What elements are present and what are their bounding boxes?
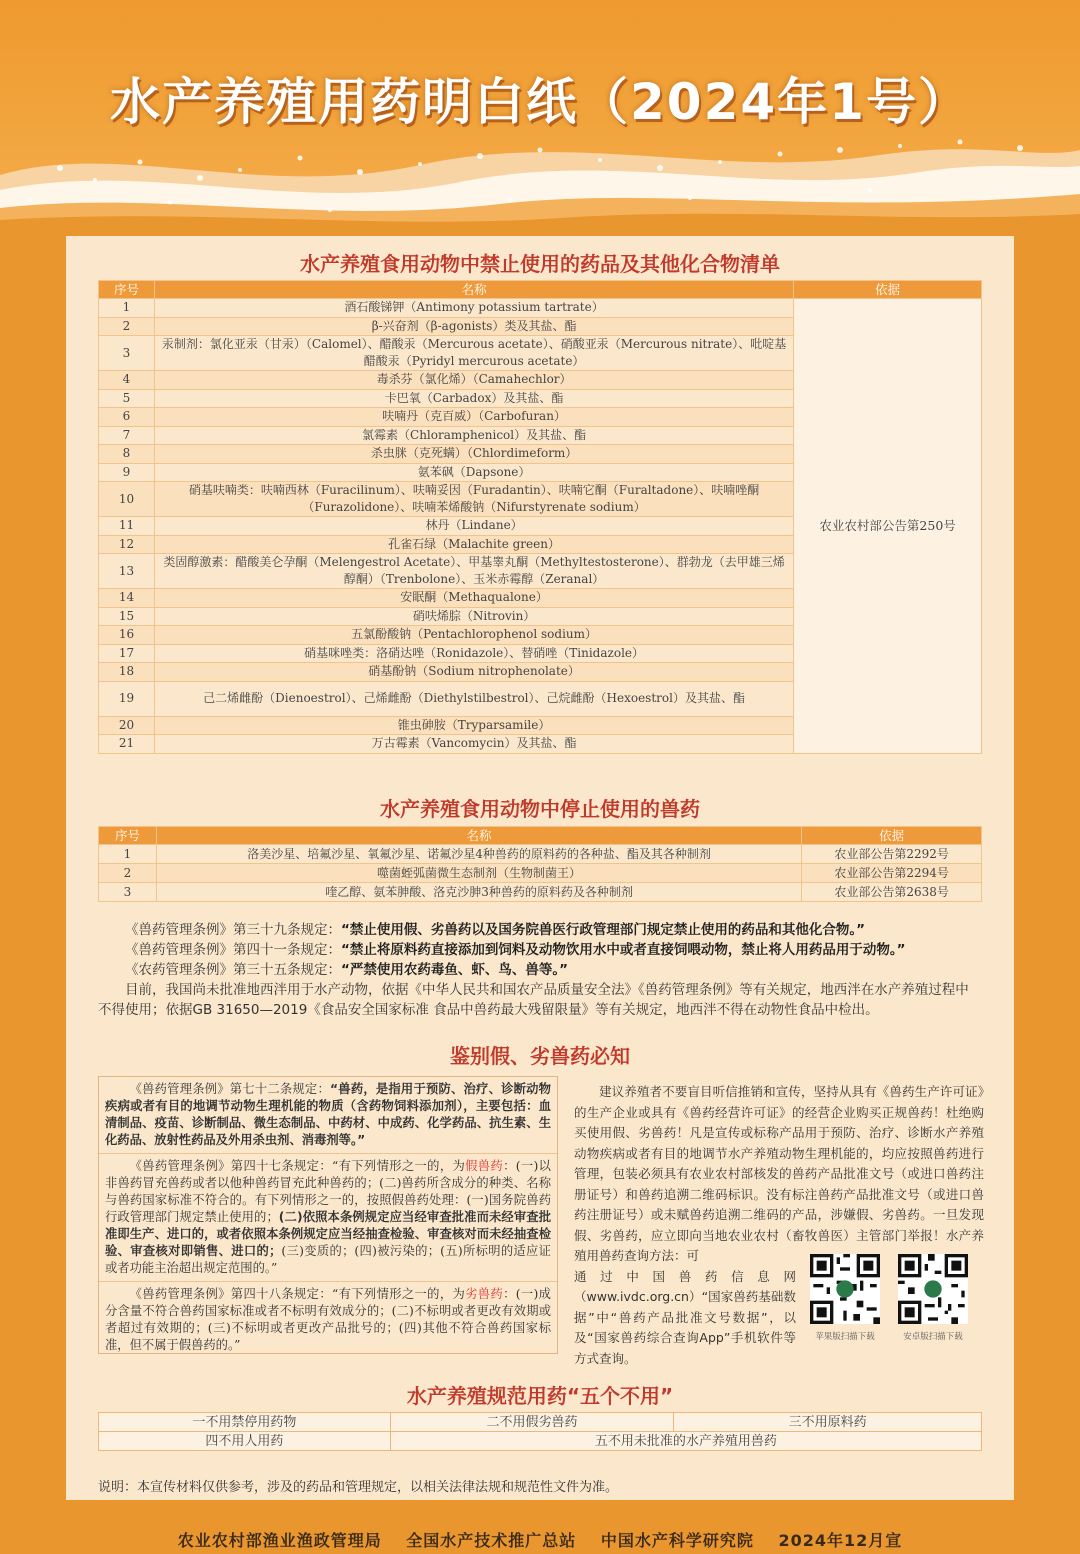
article-72-block bbox=[99, 1077, 557, 1154]
row-number: 7 bbox=[99, 426, 155, 445]
table-row bbox=[99, 299, 982, 318]
row-number: 19 bbox=[99, 681, 155, 716]
article-47-intro: 《兽药管理条例》第四十七条规定：“有下列情形之一的，为 bbox=[129, 1159, 466, 1173]
drug-name: 呋喃丹（克百威）（Carbofuran） bbox=[154, 408, 793, 427]
drug-name: 氨苯砜（Dapsone） bbox=[154, 463, 793, 482]
article-47-text-b: (三)变质的；(四)被污染的；(五)所标明的适应证或者功能主治超出规定范围的。” bbox=[105, 1244, 551, 1275]
query-method-paragraph: 通过中国兽药信息网（www.ivdc.org.cn）“国家兽药基础数据”中“兽药产品批准文号数据”，以及“国家兽药综合查询App”手机软件等方式查询。 bbox=[574, 1268, 796, 1366]
drug-name: 毒杀芬（氯化烯）（Camahechlor） bbox=[154, 371, 793, 390]
issuer-1: 农业农村部渔业渔政管理局 bbox=[177, 1531, 382, 1550]
section4-title: 水产养殖规范用药“五个不用” bbox=[406, 1384, 674, 1408]
issuer-3: 中国水产科学研究院 bbox=[600, 1531, 754, 1550]
col-header-no: 序号 bbox=[99, 827, 157, 845]
rule-1-lead: 一不用 bbox=[192, 1414, 232, 1430]
drug-name: 硝基咪唑类：洛硝达唑（Ronidazole）、替硝唑（Tinidazole） bbox=[154, 644, 793, 663]
row-number: 6 bbox=[99, 408, 155, 427]
qr-ios-caption: 苹果版扫描下载 bbox=[815, 1332, 875, 1342]
article-47-block bbox=[99, 1154, 557, 1282]
page-title: 水产养殖用药明白纸（2024年1号） bbox=[110, 73, 970, 131]
discontinued-drugs-table bbox=[98, 826, 982, 902]
drug-name: 林丹（Lindane） bbox=[154, 517, 793, 536]
drug-name: 万古霉素（Vancomycin）及其盐、酯 bbox=[154, 735, 793, 754]
section2-title: 水产养殖食用动物中停止使用的兽药 bbox=[380, 797, 700, 821]
article-47-text-a: ：(一)以非兽药冒充兽药或者以他种兽药冒充此种兽药的；(二)兽药所含成分的种类、名称与兽药国家标准不符合的。有下列情形之一的，按照假兽药处理：(一)国务院兽药行政管理部门规定禁止使用的； bbox=[105, 1159, 551, 1224]
quote-2 bbox=[98, 940, 982, 960]
col-header-name: 名称 bbox=[156, 827, 801, 845]
rule-3-lead: 三不用 bbox=[788, 1414, 828, 1430]
rule-5-lead: 五不用 bbox=[594, 1433, 634, 1449]
advice-text bbox=[574, 1082, 984, 1369]
row-number: 13 bbox=[99, 554, 155, 589]
regulation-box bbox=[98, 1076, 558, 1354]
row-number: 5 bbox=[99, 389, 155, 408]
quote-3-text: “严禁使用农药毒鱼、虾、鸟、兽等。” bbox=[341, 962, 568, 978]
rule-1 bbox=[99, 1413, 391, 1432]
qr-code-android-icon[interactable] bbox=[898, 1254, 968, 1324]
banned-drugs-table bbox=[98, 280, 982, 754]
row-number: 3 bbox=[99, 883, 157, 902]
row-number: 16 bbox=[99, 626, 155, 645]
diazepam-paragraph: 目前，我国尚未批准地西泮用于水产动物，依据《中华人民共和国农产品质量安全法》《兽药管理条例》等有关规定，地西泮在水产养殖过程中不得使用；依据GB 31650—2019《食品安全国家标准 食品中兽药最大残留限量》等有关规定，地西泮不得在动物性食品中检出。 bbox=[98, 982, 969, 1018]
article-48-text: ：(一)成分含量不符合兽药国家标准或者不标明有效成分的；(二)不标明或者更改有效期或者超过有效期的；(三)不标明或者更改产品批号的；(四)其他不符合兽药国家标准，但不属于假兽药的。” bbox=[105, 1287, 551, 1352]
row-number: 4 bbox=[99, 371, 155, 390]
rule-1-text: 禁停用药物 bbox=[231, 1414, 297, 1430]
issue-date: 2024年12月宣 bbox=[778, 1531, 903, 1550]
drug-name: 喹乙醇、氨苯胂酸、洛克沙胂3种兽药的原料药及各种制剂 bbox=[156, 883, 801, 902]
drug-name: β-兴奋剂（β-agonists）类及其盐、酯 bbox=[154, 317, 793, 336]
basis-cell: 农业部公告第2294号 bbox=[802, 864, 982, 883]
footer-issuers bbox=[0, 1528, 1080, 1551]
table-row bbox=[99, 845, 982, 864]
inferior-drug-term: 劣兽药 bbox=[465, 1287, 504, 1301]
qr-code-ios-icon[interactable] bbox=[810, 1254, 880, 1324]
row-number: 9 bbox=[99, 463, 155, 482]
quote-1-text: “禁止使用假、劣兽药以及国务院兽医行政管理部门规定禁止使用的药品和其他化合物。” bbox=[341, 922, 865, 938]
article-72-text: “兽药，是指用于预防、治疗、诊断动物疾病或者有目的地调节动物生理机能的物质（含药物饲料添加剂），主要包括：血清制品、疫苗、诊断制品、微生态制品、中药材、中成药、化学药品、抗生素、生化药品、放射性药品及外用杀虫剂、消毒剂等。” bbox=[105, 1082, 551, 1147]
rule-2-text: 假劣兽药 bbox=[525, 1414, 578, 1430]
disclaimer-note: 说明：本宣传材料仅供参考，涉及的药品和管理规定，以相关法律法规和规范性文件为准。 bbox=[98, 1480, 619, 1495]
col-header-basis: 依据 bbox=[802, 827, 982, 845]
drug-name: 洛美沙星、培氟沙星、氧氟沙星、诺氟沙星4种兽药的原料药的各种盐、酯及其各种制剂 bbox=[156, 845, 801, 864]
drug-name: 己二烯雌酚（Dienoestrol）、己烯雌酚（Diethylstilbestrol）、己烷雌酚（Hexoestrol）及其盐、酯 bbox=[154, 681, 793, 716]
drug-name: 酒石酸锑钾（Antimony potassium tartrate） bbox=[154, 299, 793, 318]
issuer-2: 全国水产技术推广总站 bbox=[406, 1531, 577, 1550]
advice-paragraph: 建议养殖者不要盲目听信推销和宣传，坚持从具有《兽药生产许可证》的生产企业或具有《兽药经营许可证》的经营企业购买正规兽药！杜绝购买使用假、劣兽药！凡是宣传或标称产品用于预防、治疗、诊断水产养殖动物疾病或者有目的地调节水产养殖动物生理机能的，均应按照兽药进行管理，包装必须具有农业农村部核发的兽药产品批准文号（或进口兽药注册证号）和兽药追溯二维码标识。没有标注兽药产品批准文号（或进口兽药注册证号）或未赋兽药追溯二维码的产品，涉嫌假、劣兽药。一旦发现假、劣兽药，应立即向当地农业农村（畜牧兽医）主管部门举报！水产养殖用兽药查询方法：可 bbox=[574, 1084, 984, 1263]
section1-title: 水产养殖食用动物中禁止使用的药品及其他化合物清单 bbox=[300, 252, 780, 276]
row-number: 21 bbox=[99, 735, 155, 754]
row-number: 1 bbox=[99, 299, 155, 318]
rule-2-lead: 二不用 bbox=[486, 1414, 526, 1430]
row-number: 8 bbox=[99, 445, 155, 464]
drug-name: 汞制剂：氯化亚汞（甘汞）（Calomel）、醋酸汞（Mercurous acetate）、硝酸亚汞（Mercurous nitrate）、吡啶基醋酸汞（Pyridyl mercurous acetate） bbox=[154, 336, 793, 371]
drug-name: 杀虫脒（克死螨）（Chlordimeform） bbox=[154, 445, 793, 464]
drug-name: 硝呋烯腙（Nitrovin） bbox=[154, 607, 793, 626]
drug-name: 氯霉素（Chloramphenicol）及其盐、酯 bbox=[154, 426, 793, 445]
col-header-no: 序号 bbox=[99, 281, 155, 299]
article-48-intro: 《兽药管理条例》第四十八条规定：“有下列情形之一的，为 bbox=[129, 1287, 466, 1301]
rule-4-text: 人用药 bbox=[244, 1433, 284, 1449]
rule-5-text: 未批准的水产养殖用兽药 bbox=[633, 1433, 777, 1449]
row-number: 17 bbox=[99, 644, 155, 663]
five-dont-table bbox=[98, 1412, 982, 1451]
basis-cell: 农业农村部公告第250号 bbox=[794, 299, 982, 754]
quote-1-source: 《兽药管理条例》第三十九条规定： bbox=[125, 922, 341, 938]
row-number: 15 bbox=[99, 607, 155, 626]
drug-name: 五氯酚酸钠（Pentachlorophenol sodium） bbox=[154, 626, 793, 645]
header-wave bbox=[0, 120, 1080, 230]
row-number: 14 bbox=[99, 589, 155, 608]
section3-title: 鉴别假、劣兽药必知 bbox=[450, 1044, 630, 1068]
col-header-name: 名称 bbox=[154, 281, 793, 299]
rule-2 bbox=[390, 1413, 674, 1432]
table-row bbox=[99, 1432, 982, 1451]
quote-1 bbox=[98, 920, 982, 940]
rule-3 bbox=[674, 1413, 982, 1432]
qr-android-caption: 安卓版扫描下载 bbox=[903, 1332, 963, 1342]
row-number: 20 bbox=[99, 716, 155, 735]
article-47-bold: (二)依照本条例规定应当经审查批准而未经审查批准即生产、进口的，或者依照本条例规定应当经抽查检验、审查核对而未经抽查检验、审查核对即销售、进口的； bbox=[105, 1210, 551, 1258]
table-row bbox=[99, 864, 982, 883]
drug-name: 卡巴氧（Carbadox）及其盐、酯 bbox=[154, 389, 793, 408]
drug-name: 噬菌蛭弧菌微生态制剂（生物制菌王） bbox=[156, 864, 801, 883]
table-row bbox=[99, 1413, 982, 1432]
row-number: 2 bbox=[99, 317, 155, 336]
drug-name: 安眠酮（Methaqualone） bbox=[154, 589, 793, 608]
article-72-source: 《兽药管理条例》第七十二条规定： bbox=[129, 1082, 330, 1096]
table-header-row bbox=[99, 827, 982, 845]
row-number: 1 bbox=[99, 845, 157, 864]
col-header-basis: 依据 bbox=[794, 281, 982, 299]
row-number: 3 bbox=[99, 336, 155, 371]
quote-2-source: 《兽药管理条例》第四十一条规定： bbox=[125, 942, 341, 958]
rule-4 bbox=[99, 1432, 391, 1451]
article-48-block bbox=[99, 1282, 557, 1358]
drug-name: 硝基酚钠（Sodium nitrophenolate） bbox=[154, 663, 793, 682]
row-number: 11 bbox=[99, 517, 155, 536]
drug-name: 孔雀石绿（Malachite green） bbox=[154, 535, 793, 554]
row-number: 12 bbox=[99, 535, 155, 554]
drug-name: 硝基呋喃类：呋喃西林（Furacilinum）、呋喃妥因（Furadantin）、呋喃它酮（Furaltadone）、呋喃唑酮（Furazolidone）、呋喃苯烯酸钠（Nifurstyrenate sodium） bbox=[154, 482, 793, 517]
table-header-row bbox=[99, 281, 982, 299]
quote-2-text: “禁止将原料药直接添加到饲料及动物饮用水中或者直接饲喂动物，禁止将人用药品用于动物。” bbox=[341, 942, 906, 958]
row-number: 10 bbox=[99, 482, 155, 517]
rule-4-lead: 四不用 bbox=[205, 1433, 245, 1449]
quote-3-source: 《农药管理条例》第三十五条规定： bbox=[125, 962, 341, 978]
quote-3 bbox=[98, 960, 982, 980]
row-number: 18 bbox=[99, 663, 155, 682]
basis-cell: 农业部公告第2292号 bbox=[802, 845, 982, 864]
basis-cell: 农业部公告第2638号 bbox=[802, 883, 982, 902]
rule-3-text: 原料药 bbox=[827, 1414, 867, 1430]
table-row bbox=[99, 883, 982, 902]
drug-name: 锥虫砷胺（Tryparsamile） bbox=[154, 716, 793, 735]
row-number: 2 bbox=[99, 864, 157, 883]
regulation-quotes bbox=[98, 920, 982, 1020]
rule-5 bbox=[390, 1432, 981, 1451]
fake-drug-term: 假兽药 bbox=[465, 1159, 504, 1173]
drug-name: 类固醇激素：醋酸美仑孕酮（Melengestrol Acetate）、甲基睾丸酮（Methyltestosterone）、群勃龙（去甲雄三烯醇酮）（Trenbolone）、玉米赤霉醇（Zeranal） bbox=[154, 554, 793, 589]
